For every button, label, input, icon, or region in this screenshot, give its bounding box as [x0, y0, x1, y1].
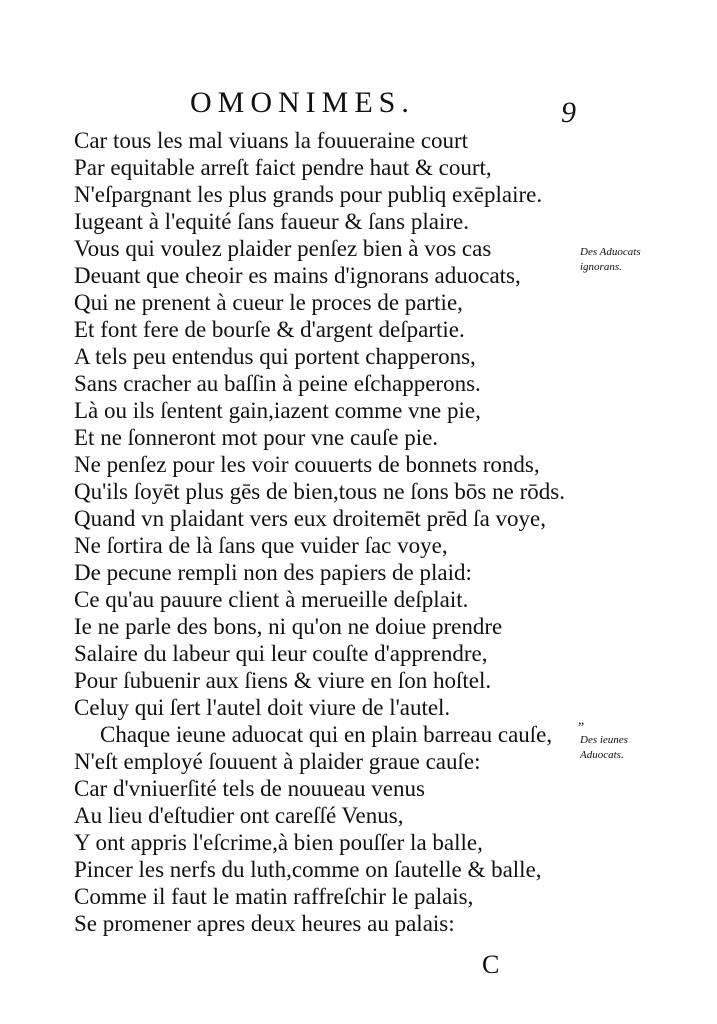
verse-line: Ne penſez pour les voir couuerts de bonnets ronds, [74, 452, 540, 477]
verse-line: Par equitable arreſt faict pendre haut & court, [74, 155, 492, 180]
verse-line: Chaque ieune aduocat qui en plain barreau cauſe, [100, 722, 553, 747]
verse-line: Ne ſortira de là ſans que vuider ſac voye, [74, 533, 448, 558]
verse-line: Quand vn plaidant vers eux droitemēt prēd ſa voye, [74, 506, 546, 531]
verse-line: Vous qui voulez plaider penſez bien à vos cas [74, 236, 492, 261]
catchword: C [482, 950, 500, 979]
verse-line: Comme il faut le matin raffreſchir le palais, [74, 884, 474, 909]
verse-line: Ce qu'au pauure client à merueille deſplait. [74, 587, 469, 612]
verse-line: Se promener apres deux heures au palais: [74, 911, 455, 936]
verse-line: Pour ſubuenir aux ſiens & viure en ſon hoſtel. [74, 668, 492, 693]
verse-line: A tels peu entendus qui portent chapperons, [74, 344, 476, 369]
verse-line: Y ont appris l'eſcrime,à bien pouſſer la balle, [74, 830, 483, 855]
verse-line: Iugeant à l'equité ſans faueur & ſans plaire. [74, 209, 469, 234]
verse-line: Car d'vniuerſité tels de nouueau venus [74, 776, 425, 801]
verse-line: Et ne ſonneront mot pour vne cauſe pie. [74, 425, 439, 450]
verse-line: Ie ne parle des bons, ni qu'on ne doiue prendre [74, 614, 503, 639]
verse-line: Sans cracher au baſſin à peine eſchapperons. [74, 371, 481, 396]
verse-line: Qu'ils ſoyēt plus gēs de bien,tous ne ſons bōs ne rōds. [74, 479, 565, 504]
verse-line: Salaire du labeur qui leur couſte d'apprendre, [74, 641, 488, 666]
running-title: OMONIMES. [190, 86, 415, 119]
margin-note-ignorant-advocates: Des Aduocats ignorans. [580, 246, 641, 273]
verse-line: Car tous les mal viuans la fouueraine court [74, 128, 469, 153]
verse-block [74, 127, 574, 937]
verse-line: Celuy qui ſert l'autel doit viure de l'autel. [74, 695, 451, 720]
verse-line: Au lieu d'eſtudier ont careſſé Venus, [74, 803, 404, 828]
verse-line: De pecune rempli non des papiers de plaid: [74, 560, 472, 585]
margin-quote-mark: „ [578, 713, 585, 728]
page-number: 9 [561, 96, 576, 129]
verse-line: Et font fere de bourſe & d'argent deſpartie. [74, 317, 465, 342]
margin-note-young-advocates: Des ieunes Aduocats. [580, 734, 628, 761]
verse-line: Pincer les nerfs du luth,comme on ſautelle & balle, [74, 857, 542, 882]
verse-line: Là ou ils ſentent gain,iazent comme vne pie, [74, 398, 481, 423]
verse-line: N'eſt employé ſouuent à plaider graue cauſe: [74, 749, 481, 774]
verse-line: N'eſpargnant les plus grands pour publiq exēplaire. [74, 182, 543, 207]
verse-line: Qui ne prenent à cueur le proces de partie, [74, 290, 463, 315]
verse-line: Deuant que cheoir es mains d'ignorans aduocats, [74, 263, 521, 288]
